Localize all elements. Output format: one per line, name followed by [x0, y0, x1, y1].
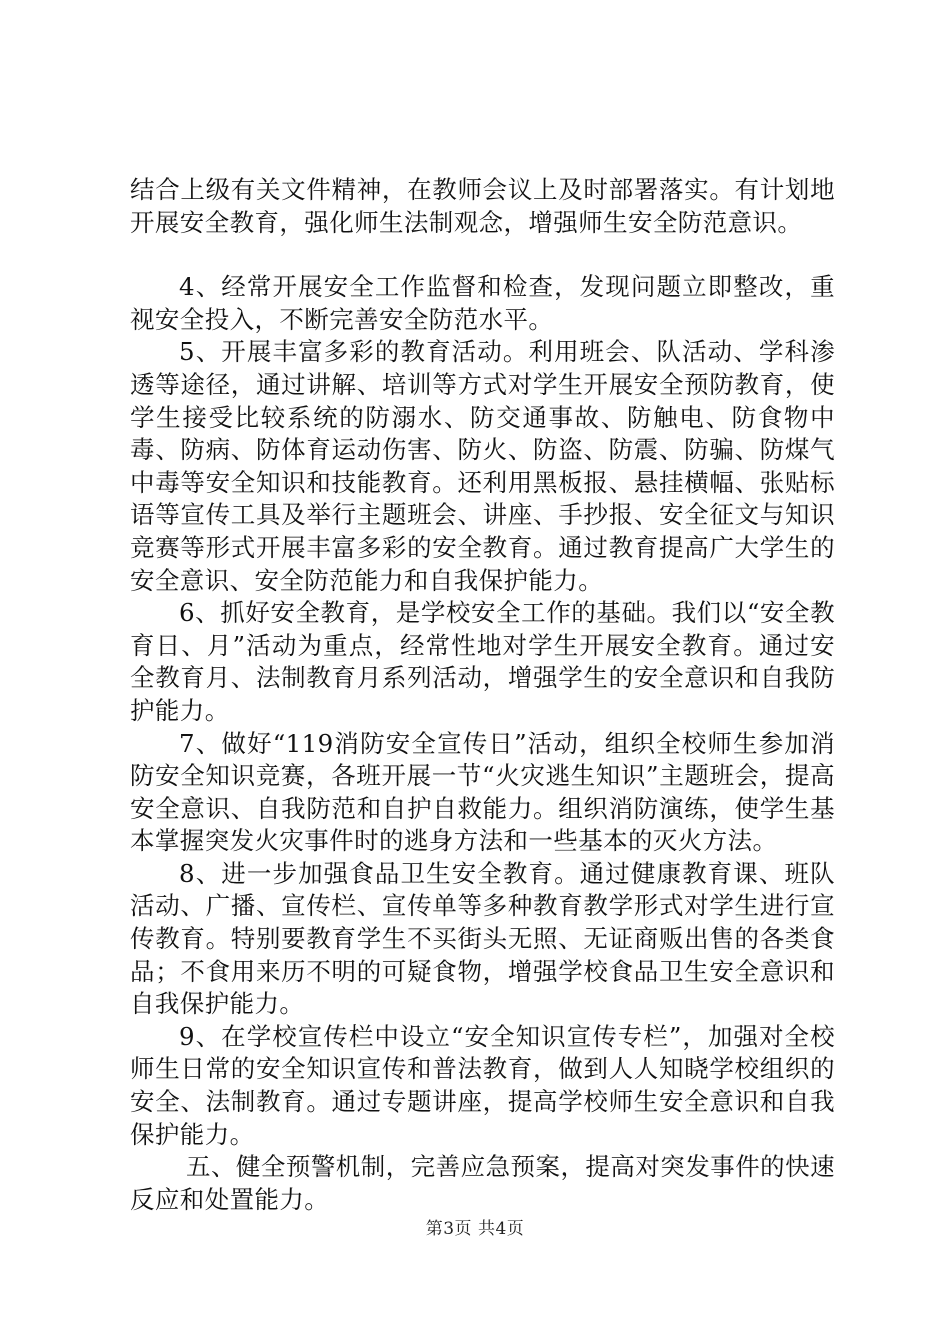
paragraph-item-9: 9、在学校宣传栏中设立“安全知识宣传专栏”，加强对全校师生日常的安全知识宣传和普法教育，做到人人知晓学校组织的安全、法制教育。通过专题讲座，提高学校师生安全意识和自我保护能力。 — [130, 1021, 835, 1149]
page-number-footer: 第3页 共4页 — [425, 1219, 525, 1239]
paragraph-item-5: 5、开展丰富多彩的教育活动。利用班会、队活动、学科渗透等途径，通过讲解、培训等方式对学生开展安全预防教育，使学生接受比较系统的防溺水、防交通事故、防触电、防食物中毒、防病、防体育运动伤害、防火、防盗、防震、防骗、防煤气中毒等安全知识和技能教育。还利用黑板报、悬挂横幅、张贴标语等宣传工具及举行主题班会、讲座、手抄报、安全征文与知识竞赛等形式开展丰富多彩的安全教育。通过教育提高广大学生的安全意识、安全防范能力和自我保护能力。 — [130, 337, 835, 595]
document-body — [130, 174, 835, 1216]
paragraph-gap — [130, 239, 835, 271]
section-heading-5: 五、健全预警机制，完善应急预案，提高对突发事件的快速反应和处置能力。 — [130, 1152, 835, 1214]
paragraph-item-4: 4、经常开展安全工作监督和检查，发现问题立即整改，重视安全投入，不断完善安全防范水平。 — [130, 272, 835, 334]
paragraph-item-8: 8、进一步加强食品卫生安全教育。通过健康教育课、班队活动、广播、宣传栏、宣传单等多种教育教学形式对学生进行宣传教育。特别要教育学生不买街头无照、无证商贩出售的各类食品；不食用来历不明的可疑食物，增强学校食品卫生安全意识和自我保护能力。 — [130, 858, 835, 1019]
paragraph-item-6: 6、抓好安全教育，是学校安全工作的基础。我们以“安全教育日、月”活动为重点，经常性地对学生开展安全教育。通过安全教育月、法制教育月系列活动，增强学生的安全意识和自我防护能力。 — [130, 598, 835, 725]
paragraph-continuation: 结合上级有关文件精神，在教师会议上及时部署落实。有计划地开展安全教育，强化师生法制观念，增强师生安全防范意识。 — [130, 175, 835, 237]
paragraph-item-7: 7、做好“119消防安全宣传日”活动，组织全校师生参加消防安全知识竞赛，各班开展一节“火灾逃生知识”主题班会，提高安全意识、自我防范和自护自救能力。组织消防演练，使学生基本掌握突发火灾事件时的逃身方法和一些基本的灭火方法。 — [130, 728, 835, 856]
